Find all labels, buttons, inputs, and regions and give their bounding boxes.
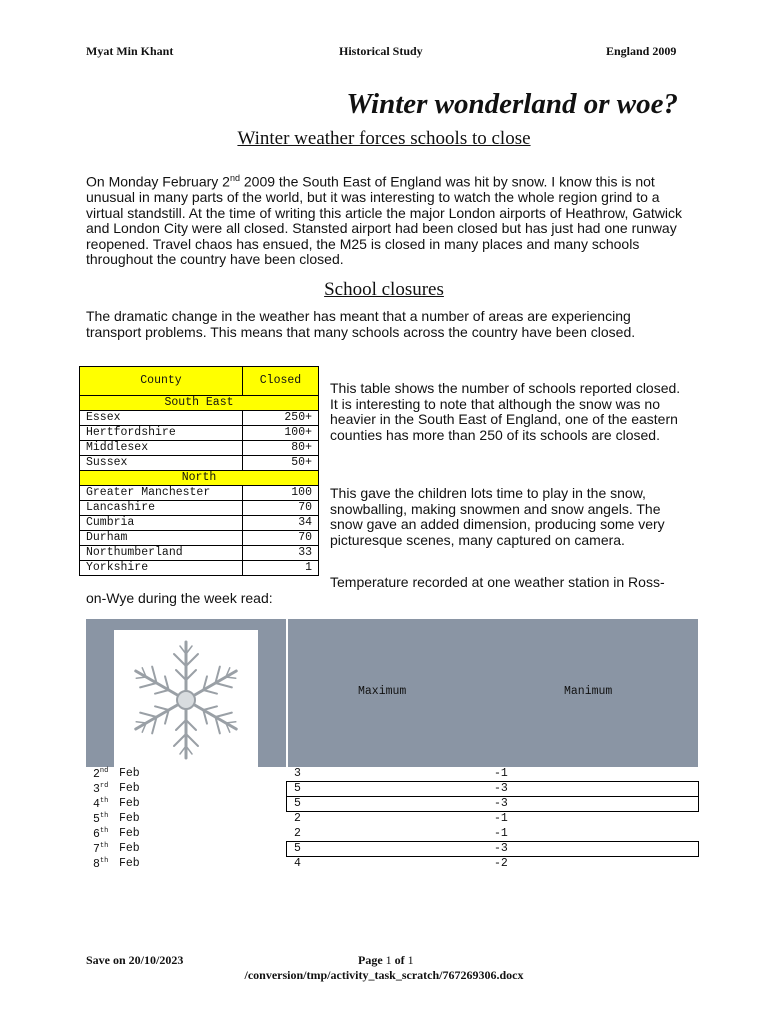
maximum-cell: 5	[294, 797, 301, 810]
county-cell: Greater Manchester	[80, 486, 243, 501]
day-number: 4	[93, 798, 100, 811]
weather-row	[0, 856, 768, 871]
schools-closed-table	[79, 366, 319, 576]
page-subtitle: Winter weather forces schools to close	[237, 128, 531, 149]
closed-count-cell: 34	[243, 516, 319, 531]
closed-count-cell: 100	[243, 486, 319, 501]
temperature-intro-line1: Temperature recorded at one weather station in Ross-	[330, 574, 665, 590]
closed-column-header: Closed	[243, 367, 319, 396]
weather-row	[0, 796, 768, 811]
minimum-cell: -2	[494, 857, 508, 870]
intro-paragraph	[86, 171, 686, 268]
minimum-cell: -1	[494, 812, 508, 825]
county-cell: Sussex	[80, 456, 243, 471]
table-row	[80, 561, 319, 576]
maximum-cell: 2	[294, 812, 301, 825]
minimum-cell: -3	[494, 797, 508, 810]
month-cell: Feb	[119, 857, 140, 870]
county-cell: Durham	[80, 531, 243, 546]
county-cell: Lancashire	[80, 501, 243, 516]
month-cell: Feb	[119, 767, 140, 780]
county-cell: Hertfordshire	[80, 426, 243, 441]
maximum-column-header: Maximum	[358, 685, 407, 698]
row-border	[286, 796, 699, 812]
month-cell: Feb	[119, 842, 140, 855]
day-number: 3	[93, 783, 100, 796]
table-row	[80, 426, 319, 441]
month-cell: Feb	[119, 782, 140, 795]
table-row	[80, 486, 319, 501]
closed-count-cell: 1	[243, 561, 319, 576]
header-place-year: England 2009	[606, 44, 677, 58]
day-cell	[93, 827, 108, 841]
closed-count-cell: 33	[243, 546, 319, 561]
page-title: Winter wonderland or woe?	[346, 88, 678, 120]
weather-row	[0, 841, 768, 856]
footer-page-label: Page	[358, 953, 386, 967]
day-suffix: th	[99, 812, 109, 820]
closures-paragraph: The dramatic change in the weather has meant that a number of areas are experiencing transport problems. This means that many schools across the country have been closed.	[86, 308, 636, 340]
maximum-cell: 5	[294, 842, 301, 855]
footer-page-of: of	[391, 953, 408, 967]
day-cell	[93, 812, 108, 826]
month-cell: Feb	[119, 812, 140, 825]
region-name: South East	[80, 396, 319, 411]
intro-text-start: On Monday February 2	[86, 173, 230, 190]
county-column-header: County	[80, 367, 243, 396]
maximum-cell: 5	[294, 782, 301, 795]
day-cell	[93, 842, 108, 856]
day-suffix: th	[99, 842, 109, 850]
temperature-intro-line2: on-Wye during the week read:	[86, 590, 273, 606]
minimum-column-header: Manimum	[564, 685, 613, 698]
table-row	[80, 501, 319, 516]
month-cell: Feb	[119, 797, 140, 810]
weather-row	[0, 766, 768, 781]
table-row	[80, 516, 319, 531]
county-cell: Essex	[80, 411, 243, 426]
weather-row	[0, 781, 768, 796]
day-cell	[93, 797, 108, 811]
header-author: Myat Min Khant	[86, 44, 174, 58]
region-row	[80, 396, 319, 411]
weather-header-divider	[286, 619, 288, 767]
header-subject: Historical Study	[339, 44, 423, 58]
closed-count-cell: 70	[243, 531, 319, 546]
row-border	[286, 781, 699, 797]
closed-count-cell: 250+	[243, 411, 319, 426]
closed-count-cell: 50+	[243, 456, 319, 471]
day-cell	[93, 782, 108, 796]
table-row	[80, 411, 319, 426]
day-suffix: th	[99, 857, 109, 865]
weather-rows	[0, 766, 768, 871]
closures-heading: School closures	[324, 279, 444, 300]
closed-count-cell: 80+	[243, 441, 319, 456]
schools-table-header	[80, 367, 319, 396]
day-cell	[93, 857, 108, 871]
table-row	[80, 546, 319, 561]
table-commentary: This table shows the number of schools reported closed. It is interesting to note that although the snow was no heavier in the South East of England, one of the eastern counties has more than 250 of its schools are closed.	[330, 380, 681, 443]
footer-file-path: /conversion/tmp/activity_task_scratch/767269306.docx	[244, 968, 524, 982]
weather-row	[0, 811, 768, 826]
day-suffix: th	[99, 827, 109, 835]
closed-count-cell: 100+	[243, 426, 319, 441]
maximum-cell: 3	[294, 767, 301, 780]
footer-page-total: 1	[407, 953, 414, 967]
closed-count-cell: 70	[243, 501, 319, 516]
maximum-cell: 4	[294, 857, 301, 870]
minimum-cell: -3	[494, 782, 508, 795]
month-cell: Feb	[119, 827, 140, 840]
footer-saved-date: Save on 20/10/2023	[86, 953, 184, 967]
minimum-cell: -1	[494, 827, 508, 840]
footer-page-number	[358, 953, 414, 968]
county-cell: Middlesex	[80, 441, 243, 456]
snowflake-photo-icon	[114, 630, 258, 767]
footer-page-current: 1	[385, 953, 392, 967]
county-cell: Cumbria	[80, 516, 243, 531]
table-row	[80, 456, 319, 471]
day-number: 6	[93, 828, 100, 841]
day-cell	[93, 767, 108, 781]
row-border	[286, 841, 699, 857]
day-number: 7	[93, 843, 100, 856]
county-cell: Yorkshire	[80, 561, 243, 576]
intro-text-rest: 2009 the South East of England was hit by snow. I know this is not unusual in many parts of the world, but it was interesting to watch the whole region grind to a virtual standstill. At the time of writing this article the major London airports of Heathrow, Gatwick and London City were all closed. Stansted airport had been closed but has just had one runway reopened. Travel chaos has ensued, the M25 is closed in many places and many schools throughout the country have been closed.	[86, 173, 683, 268]
day-suffix: rd	[99, 782, 109, 790]
region-row	[80, 471, 319, 486]
county-cell: Northumberland	[80, 546, 243, 561]
minimum-cell: -1	[494, 767, 508, 780]
day-number: 2	[93, 768, 100, 781]
day-suffix: th	[99, 797, 109, 805]
weather-row	[0, 826, 768, 841]
day-suffix: nd	[99, 767, 109, 775]
day-number: 8	[93, 858, 100, 871]
intro-superscript: nd	[229, 173, 240, 183]
maximum-cell: 2	[294, 827, 301, 840]
minimum-cell: -3	[494, 842, 508, 855]
day-number: 5	[93, 813, 100, 826]
snow-play-paragraph: This gave the children lots time to play in the snow, snowballing, making snowmen and snow angels. The snow gave an added dimension, producing some very picturesque scenes, many captured on camera.	[330, 485, 665, 548]
table-row	[80, 441, 319, 456]
region-name: North	[80, 471, 319, 486]
table-row	[80, 531, 319, 546]
